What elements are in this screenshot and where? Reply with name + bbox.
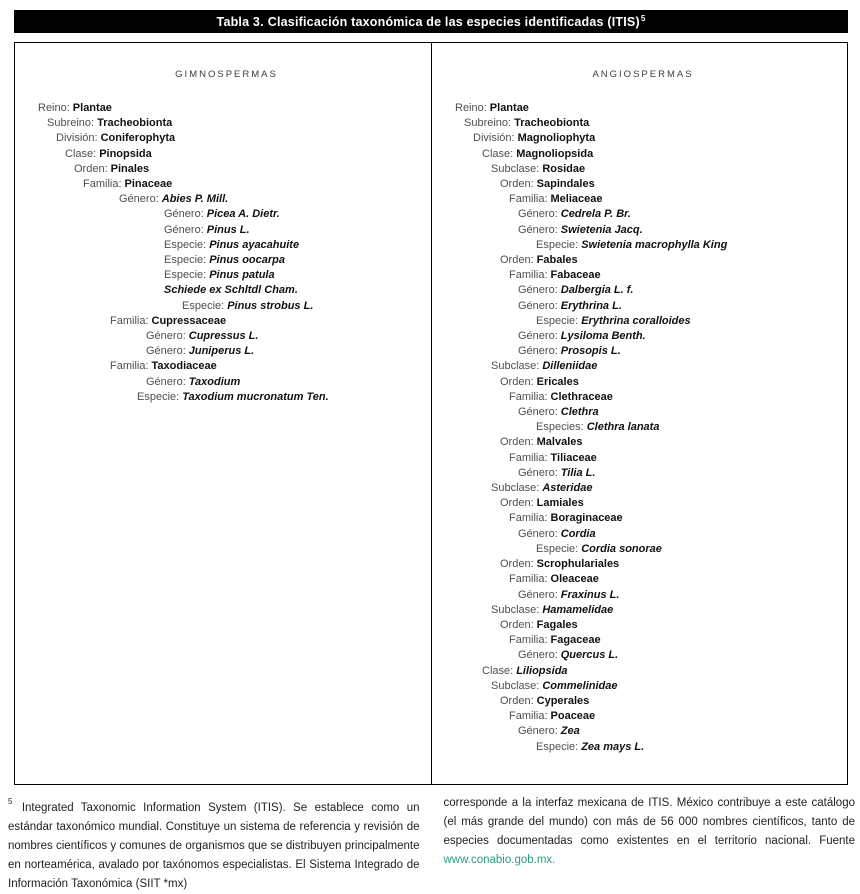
taxon-row xyxy=(455,694,831,709)
taxon-rank-label: Clase: xyxy=(482,664,514,677)
taxon-rank-label: Orden: xyxy=(500,497,534,510)
taxon-row xyxy=(455,603,831,618)
taxon-rank-label: Subreino: xyxy=(464,117,512,130)
taxon-row xyxy=(455,466,831,481)
gimnospermas-header: GIMNOSPERMAS xyxy=(175,69,278,80)
taxon-rank-label: Orden: xyxy=(500,375,534,388)
gimnospermas-rows xyxy=(38,101,415,405)
taxon-rank-label: División: xyxy=(56,132,98,145)
taxon-rank-label: Género: xyxy=(146,375,186,388)
taxon-rank-label: Género: xyxy=(518,208,558,221)
taxon-rank-label: Familia: xyxy=(110,314,149,327)
taxon-name: Fraxinus L. xyxy=(560,588,620,601)
taxon-name: Fagaceae xyxy=(550,634,601,647)
taxon-name: Scrophulariales xyxy=(536,558,620,571)
taxon-row xyxy=(38,344,415,359)
taxon-row xyxy=(455,329,831,344)
taxon-rank-label: Género: xyxy=(518,223,558,236)
taxon-name: Coniferophyta xyxy=(100,132,176,145)
taxon-name: Magnoliophyta xyxy=(517,132,596,145)
taxon-row xyxy=(38,162,415,177)
taxon-rank-label: Subclase: xyxy=(491,603,540,616)
taxon-row xyxy=(38,268,415,283)
taxon-row xyxy=(38,177,415,192)
taxon-rank-label: Orden: xyxy=(74,162,108,175)
taxon-rank-label: Especies: xyxy=(536,421,584,434)
gimnospermas-column xyxy=(15,43,431,784)
taxon-name: Cupressaceae xyxy=(151,314,227,327)
taxon-row xyxy=(455,283,831,298)
taxon-row xyxy=(455,679,831,694)
taxon-name: Lamiales xyxy=(536,497,584,510)
taxon-rank-label: Reino: xyxy=(38,102,70,114)
taxon-rank-label: Subclase: xyxy=(491,360,540,373)
taxon-row xyxy=(455,344,831,359)
taxon-name: Dilleniidae xyxy=(542,360,598,373)
taxon-rank-label: Familia: xyxy=(509,512,548,525)
taxon-rank-label: Familia: xyxy=(509,390,548,403)
taxon-name: Clethra lanata xyxy=(586,421,660,434)
taxon-row xyxy=(455,101,831,116)
angiospermas-column xyxy=(431,43,847,784)
taxon-row xyxy=(455,542,831,557)
taxon-name: Plantae xyxy=(489,102,529,114)
taxon-name: Meliaceae xyxy=(550,193,603,206)
taxon-row xyxy=(455,238,831,253)
taxon-row xyxy=(455,268,831,283)
taxon-row xyxy=(455,375,831,390)
footnote-left xyxy=(8,794,420,894)
taxon-name: Rosidae xyxy=(542,162,586,175)
taxon-rank-label: Orden: xyxy=(500,254,534,267)
conabio-link[interactable]: www.conabio.gob.mx. xyxy=(443,854,556,866)
taxon-rank-label: Especie: xyxy=(536,542,579,555)
taxon-row xyxy=(455,557,831,572)
taxon-name: Cordia sonorae xyxy=(581,542,662,555)
taxon-name: Picea A. Dietr. xyxy=(206,208,280,221)
taxon-name: Pinus L. xyxy=(206,223,250,236)
taxon-rank-label: Familia: xyxy=(509,634,548,647)
taxon-rank-label: Especie: xyxy=(137,390,180,403)
taxon-row xyxy=(38,314,415,329)
taxon-rank-label: Subclase: xyxy=(491,679,540,692)
taxon-rank-label: Familia: xyxy=(110,360,149,373)
taxon-row xyxy=(38,192,415,207)
taxon-row xyxy=(38,283,415,298)
taxon-rank-label: Género: xyxy=(518,588,558,601)
taxon-row xyxy=(38,207,415,222)
taxon-rank-label: Género: xyxy=(518,330,558,343)
taxon-row xyxy=(455,648,831,663)
taxon-row xyxy=(455,633,831,648)
taxon-rank-label: Género: xyxy=(164,208,204,221)
taxon-rank-label: Orden: xyxy=(500,694,534,707)
taxon-row xyxy=(455,451,831,466)
taxon-row xyxy=(38,131,415,146)
taxon-name: Pinus patula xyxy=(209,269,275,282)
taxon-name: Pinus ayacahuite xyxy=(209,238,300,251)
taxon-rank-label: Especie: xyxy=(182,299,225,312)
taxon-rank-label: Especie: xyxy=(164,269,207,282)
taxon-row xyxy=(455,116,831,131)
taxon-name: Pinus strobus L. xyxy=(227,299,314,312)
taxon-name: Fabaceae xyxy=(550,269,601,282)
taxon-row xyxy=(455,527,831,542)
footnote-right xyxy=(444,794,856,894)
taxon-row xyxy=(38,299,415,314)
taxon-rank-label: Familia: xyxy=(509,269,548,282)
taxon-name: Fabales xyxy=(536,254,578,267)
taxon-name: Cordia xyxy=(560,527,596,540)
taxon-row xyxy=(38,238,415,253)
taxon-rank-label: Especie: xyxy=(536,740,579,753)
taxon-name: Plantae xyxy=(72,102,112,114)
taxon-rank-label: Género: xyxy=(518,527,558,540)
footnote-section xyxy=(8,794,855,894)
taxon-rank-label: Orden: xyxy=(500,178,534,191)
taxon-name: Zea xyxy=(560,725,580,738)
footnote-right-text: corresponde a la interfaz mexicana de ITIS. México contribuye a este catálogo (el más grande del mundo) con más de 56 000 nombres científicos, tanto de especies documentadas como existentes en el territorio nacional. Fuente xyxy=(443,797,855,847)
taxon-name: Clethra xyxy=(560,406,599,419)
taxon-name: Abies P. Mill. xyxy=(161,193,229,206)
taxon-row xyxy=(455,177,831,192)
taxon-name: Cedrela P. Br. xyxy=(560,208,631,221)
taxon-row xyxy=(455,740,831,755)
taxon-name: Dalbergia L. f. xyxy=(560,284,634,297)
taxon-name: Quercus L. xyxy=(560,649,619,662)
taxon-rank-label: Especie: xyxy=(164,254,207,267)
taxon-name: Pinaceae xyxy=(124,178,173,191)
taxon-row xyxy=(38,329,415,344)
taxon-name: Liliopsida xyxy=(516,664,568,677)
table-number: Tabla 3. xyxy=(216,14,264,29)
taxon-rank-label: Género: xyxy=(146,345,186,358)
taxon-rank-label: Especie: xyxy=(536,314,579,327)
taxon-row xyxy=(455,511,831,526)
taxon-row xyxy=(455,618,831,633)
taxon-rank-label: Género: xyxy=(518,299,558,312)
taxon-row xyxy=(455,588,831,603)
taxon-row xyxy=(455,390,831,405)
taxon-row xyxy=(38,375,415,390)
taxon-rank-label: Reino: xyxy=(455,102,487,114)
taxon-name: Sapindales xyxy=(536,178,595,191)
footnote-marker: 5 xyxy=(8,797,13,806)
taxon-rank-label: Género: xyxy=(146,330,186,343)
taxon-name: Pinopsida xyxy=(99,147,152,160)
taxon-name: Commelinidae xyxy=(542,679,618,692)
taxon-name: Magnoliopsida xyxy=(516,147,594,160)
taxon-rank-label: Orden: xyxy=(500,558,534,571)
taxon-name: Erythrina coralloides xyxy=(581,314,691,327)
taxon-name: Zea mays L. xyxy=(581,740,645,753)
taxon-name: Cyperales xyxy=(536,694,590,707)
taxon-rank-label: Género: xyxy=(518,725,558,738)
taxon-rank-label: Orden: xyxy=(500,618,534,631)
taxon-name: Asteridae xyxy=(542,482,593,495)
taxon-name: Prosopis L. xyxy=(560,345,621,358)
taxon-row xyxy=(455,131,831,146)
taxon-row xyxy=(38,390,415,405)
taxon-row xyxy=(455,405,831,420)
taxon-rank-label: Clase: xyxy=(65,147,97,160)
taxon-name: Erythrina L. xyxy=(560,299,622,312)
taxon-name: Malvales xyxy=(536,436,583,449)
taxon-name: Pinales xyxy=(110,162,150,175)
taxon-rank-label: Género: xyxy=(518,406,558,419)
taxon-rank-label: Clase: xyxy=(482,147,514,160)
taxon-row xyxy=(455,709,831,724)
table-title: Clasificación taxonómica de las especies identificadas (ITIS) xyxy=(267,14,640,29)
taxon-name: Pinus oocarpa xyxy=(209,254,285,267)
taxon-name: Taxodium xyxy=(188,375,241,388)
table-footnote-ref: 5 xyxy=(640,14,646,23)
taxon-rank-label: Género: xyxy=(518,345,558,358)
taxon-rank-label: Género: xyxy=(518,649,558,662)
taxon-row xyxy=(455,435,831,450)
taxon-name: Hamamelidae xyxy=(542,603,614,616)
taxon-name: Boraginaceae xyxy=(550,512,623,525)
taxon-row xyxy=(455,192,831,207)
taxon-rank-label: Género: xyxy=(164,223,204,236)
taxon-row xyxy=(38,116,415,131)
taxon-name: Tiliaceae xyxy=(550,451,597,464)
taxon-row xyxy=(38,101,415,116)
taxon-rank-label: Subreino: xyxy=(47,117,95,130)
taxon-row xyxy=(38,359,415,374)
taxon-rank-label: Género: xyxy=(119,193,159,206)
taxon-name: Tracheobionta xyxy=(514,117,590,130)
taxon-name: Swietenia Jacq. xyxy=(560,223,643,236)
taxon-row xyxy=(455,724,831,739)
angiospermas-header: ANGIOSPERMAS xyxy=(592,69,694,80)
taxon-rank-label: Género: xyxy=(518,466,558,479)
taxon-rank-label: Familia: xyxy=(509,451,548,464)
taxon-name: Lysiloma Benth. xyxy=(560,330,646,343)
taxon-rank-label: Especie: xyxy=(164,238,207,251)
taxon-row xyxy=(455,572,831,587)
taxon-row xyxy=(455,253,831,268)
taxon-rank-label: Subclase: xyxy=(491,482,540,495)
taxon-rank-label: Familia: xyxy=(509,710,548,723)
taxon-row xyxy=(38,147,415,162)
taxon-name: Cupressus L. xyxy=(188,330,259,343)
taxon-name: Oleaceae xyxy=(550,573,599,586)
taxon-name: Tracheobionta xyxy=(97,117,173,130)
taxonomy-table xyxy=(14,42,848,785)
taxon-rank-label: Familia: xyxy=(509,193,548,206)
taxon-row xyxy=(455,147,831,162)
taxon-name: Tilia L. xyxy=(560,466,596,479)
angiospermas-rows xyxy=(455,101,831,755)
taxon-name: Taxodiaceae xyxy=(151,360,217,373)
taxon-rank-label: Género: xyxy=(518,284,558,297)
taxon-name: Clethraceae xyxy=(550,390,613,403)
taxon-name: Ericales xyxy=(536,375,579,388)
taxon-name: Poaceae xyxy=(550,710,596,723)
taxon-rank-label: Orden: xyxy=(500,436,534,449)
taxon-name: Taxodium mucronatum Ten. xyxy=(182,390,329,403)
taxon-name: Schiede ex Schltdl Cham. xyxy=(164,284,298,297)
table-title-bar xyxy=(14,10,848,33)
taxon-row xyxy=(455,207,831,222)
taxon-row xyxy=(455,481,831,496)
taxon-name: Juniperus L. xyxy=(188,345,255,358)
taxon-rank-label: Familia: xyxy=(83,178,122,191)
taxon-row xyxy=(455,420,831,435)
taxon-row xyxy=(455,223,831,238)
taxon-row xyxy=(38,223,415,238)
taxon-row xyxy=(455,299,831,314)
taxon-row xyxy=(455,162,831,177)
taxon-row xyxy=(38,253,415,268)
taxon-name: Swietenia macrophylla King xyxy=(581,238,728,251)
taxon-row xyxy=(455,359,831,374)
taxon-rank-label: Subclase: xyxy=(491,162,540,175)
taxon-rank-label: División: xyxy=(473,132,515,145)
taxon-row xyxy=(455,314,831,329)
taxon-row xyxy=(455,664,831,679)
footnote-left-text: Integrated Taxonomic Information System (ITIS). Se establece como un estándar taxonómico mundial. Constituye un sistema de referencia y revisión de nombres científicos y comunes de organismos que se distribuyen principalmente en norteamérica, avalado por taxónomos especialistas. El Sistema Integrado de Información Taxonómica (SIIT *mx) xyxy=(8,801,420,890)
taxon-name: Fagales xyxy=(536,618,578,631)
taxon-row xyxy=(455,496,831,511)
taxon-rank-label: Especie: xyxy=(536,238,579,251)
taxon-rank-label: Familia: xyxy=(509,573,548,586)
